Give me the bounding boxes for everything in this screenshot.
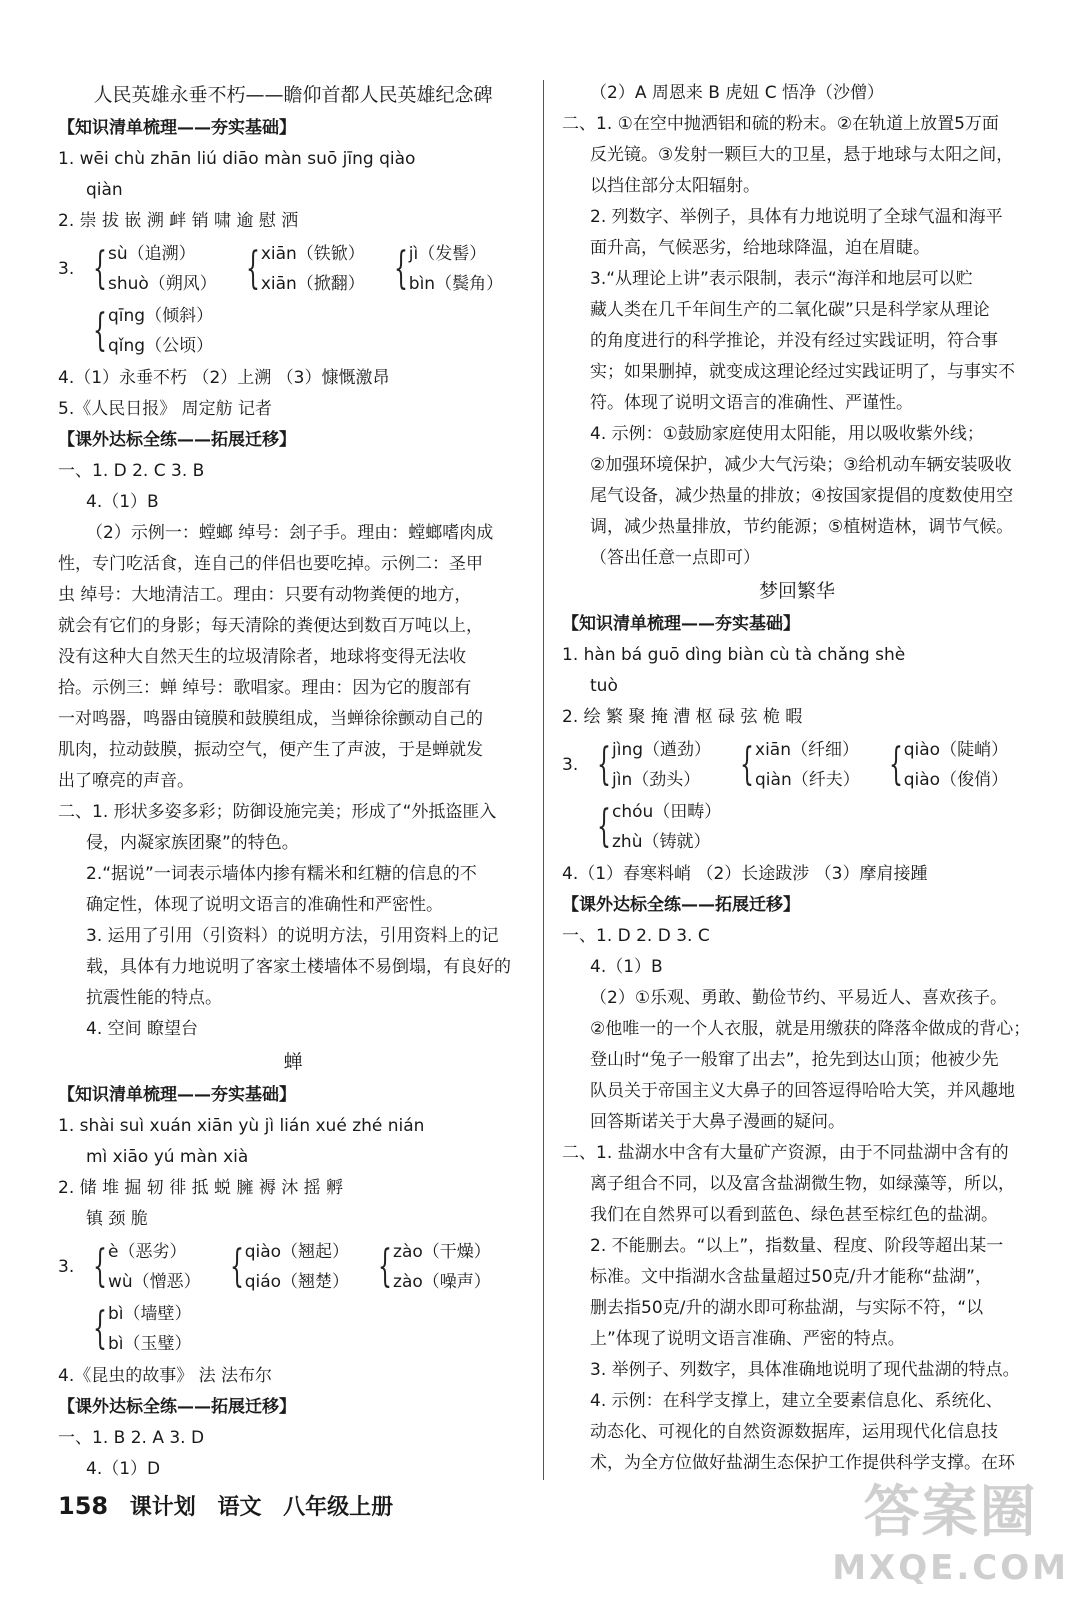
pinyin-item: qiàn（纤夫） [755,770,860,790]
pinyin-item: wù（憎恶） [108,1272,201,1292]
answer-line: 肌肉，拉动鼓膜，振动空气，便产生了声波，于是蝉就发 [58,740,483,760]
answer-line: 回答斯诺关于大鼻子漫画的疑问。 [590,1112,845,1132]
pinyin-brace-group: { chóu（田畴） zhù（铸就） [562,797,1032,857]
answer-line: 上”体现了说明文语言准确、严密的特点。 [590,1329,905,1349]
answer-line: 2. 崇 拔 嵌 溯 衅 销 啸 逾 慰 洒 [58,211,299,231]
page-footer [58,1490,407,1521]
answer-line: 4.（1）春寒料峭 （2）长途跋涉 （3）摩肩接踵 [562,864,928,884]
answer-line: （2）①乐观、勇敢、勤俭节约、平易近人、喜欢孩子。 [590,988,1008,1008]
grade-name: 八年级上册 [283,1495,394,1520]
answer-line: 2. 列数字、举例子，具体有力地说明了全球气温和海平 [590,207,1003,227]
answer-line: 1. shài suì xuán xiān yù jì lián xué zhé nián [58,1116,425,1136]
page-number: 158 [58,1492,109,1520]
watermark-url: MXQE.COM [832,1548,1069,1588]
answer-line: 镇 颈 脆 [86,1209,148,1229]
pinyin-item: jì（发髻） [408,244,487,264]
pinyin-brace-group: 3. { jìng（遒劲） jìn（劲头） { xiān（纤细） qiàn（纤夫） { qiào（陡峭） qiào（俊俏） [562,735,1032,795]
answer-line: 离子组合不同，以及富含盐湖微生物，如绿藻等，所以， [590,1174,1015,1194]
answer-line: 5.《人民日报》 周定舫 记者 [58,399,273,419]
answer-line: 3. 举例子、列数字，具体准确地说明了现代盐湖的特点。 [590,1360,1020,1380]
answer-line: 二、1. 盐湖水中含有大量矿产资源，由于不同盐湖中含有的 [562,1143,1009,1163]
answer-line: （2）A 周恩来 B 虎妞 C 悟净（沙僧） [590,83,884,103]
answer-lines [58,1423,528,1485]
answer-line: 2. 绘 繁 聚 掩 漕 枢 碌 弦 桅 暇 [562,707,803,727]
answer-line: 3.“从理论上讲”表示限制，表示“海洋和地层可以贮 [590,269,973,289]
answer-line: 性，专门吃活食，连自己的伴侣也要吃掉。示例二：圣甲 [58,554,483,574]
answer-line: 4. 空间 瞭望台 [86,1019,199,1039]
answer-line: 二、1. ①在空中抛洒铝和硫的粉末。②在轨道上放置5万面 [562,114,999,134]
answer-line: 拾。示例三：蝉 绰号：歌唱家。理由：因为它的腹部有 [58,678,472,698]
pinyin-item: zào（干燥） [393,1242,491,1262]
answer-lines [562,78,1032,574]
pinyin-item: qǐng（公顷） [108,336,214,356]
pinyin-brace-group: { qīng（倾斜） qǐng（公顷） [58,301,528,361]
section-title-monument: 人民英雄永垂不朽——瞻仰首都人民英雄纪念碑 [93,84,493,106]
answer-line: 侵，内凝家族团聚”的特色。 [86,833,299,853]
answer-line: ②加强环境保护，减少大气污染；③给机动车辆安装吸收 [590,455,1012,475]
section-title-cicada: 蝉 [283,1051,303,1073]
answer-line: tuò [590,676,618,696]
answer-line: 实；如果删掉，就变成这理论经过实践证明了，与事实不 [590,362,1015,382]
answer-line: 藏人类在几千年间生产的二氧化碳”只是科学家从理论 [590,300,990,320]
answer-line: 4.（1）D [86,1459,161,1479]
pinyin-item: xiān（铁锨） [260,244,365,264]
subject-name: 语文 [217,1495,262,1520]
answer-line: 2. 储 堆 掘 轫 徘 抵 蜕 臃 褥 沐 摇 孵 [58,1178,344,1198]
answer-line: 我们在自然界可以看到蓝色、绿色甚至棕红色的盐湖。 [590,1205,998,1225]
answer-line: 以挡住部分太阳辐射。 [590,176,760,196]
pinyin-item: shuò（朔风） [108,274,217,294]
pinyin-item: qiào（陡峭） [903,740,1009,760]
pinyin-item: è（恶劣） [108,1242,187,1262]
answer-line: 调，减少热量排放，节约能源；⑤植树造林，调节气候。 [590,517,1014,537]
answer-line: 2. 不能删去。“以上”，指数量、程度、阶段等超出某一 [590,1236,1004,1256]
answer-line: qiàn [86,180,123,200]
answer-line: 虫 绰号：大地清洁工。理由：只要有动物粪便的地方， [58,585,472,605]
answer-line: 术，为全方位做好盐湖生态保护工作提供科学支撑。在环 [590,1453,1015,1473]
pinyin-item: jìn（劲头） [612,770,701,790]
answer-line: 反光镜。③发射一颗巨大的卫星，悬于地球与太阳之间， [590,145,1014,165]
answer-line: 4. 示例：在科学支撑上，建立全要素信息化、系统化、 [590,1391,1003,1411]
answer-line: 面升高，气候恶劣，给地球降温，迫在眉睫。 [590,238,930,258]
pinyin-brace-group: 3. { sù（追溯） shuò（朔风） { xiān（铁锨） xiān（掀翻） { jì（发髻） bìn（鬓角） [58,239,528,299]
pinyin-item: qiào（翘起） [244,1242,350,1262]
pinyin-brace-group: 3. { è（恶劣） wù（憎恶） { qiào（翘起） qiáo（翘楚） { zào（干燥） zào（噪声） [58,1237,528,1297]
answer-lines [58,456,528,1045]
section-heading: 【课外达标全练——拓展迁移】 [58,430,296,450]
answer-line: 载，具体有力地说明了客家土楼墙体不易倒塌，有良好的 [86,957,511,977]
answer-line: 4.（1）永垂不朽 （2）上溯 （3）慷慨激昂 [58,368,390,388]
section-heading: 【课外达标全练——拓展迁移】 [58,1397,296,1417]
pinyin-item: xiān（掀翻） [260,274,365,294]
pinyin-item: qiào（俊俏） [903,770,1009,790]
answer-line: 1. hàn bá guō dìng biàn cù tà chǎng shè [562,645,906,665]
answer-line: 登山时“兔子一般窜了出去”，抢先到达山顶；他被少先 [590,1050,999,1070]
pinyin-item: bì（玉璧） [108,1334,192,1354]
answer-line: （答出任意一点即可） [590,548,760,568]
pinyin-item: chóu（田畴） [612,802,722,822]
answer-line: 抗震性能的特点。 [86,988,222,1008]
answer-line: 确定性，体现了说明文语言的准确性和严密性。 [86,895,443,915]
pinyin-item: zào（噪声） [393,1272,491,1292]
answer-line: 动态化、可视化的自然资源数据库，运用现代化信息技 [590,1422,998,1442]
answer-line: 队员关于帝国主义大鼻子的回答逗得哈哈大笑，并风趣地 [590,1081,1015,1101]
answer-line: 4.（1）B [590,957,663,977]
column-divider [543,80,544,1480]
answer-line: ②他唯一的一个人衣服，就是用缴获的降落伞做成的背心； [590,1019,1031,1039]
answer-line: 1. wēi chù zhān liú diāo màn suō jīng qiào [58,149,416,169]
answer-line: 符。体现了说明文语言的准确性、严谨性。 [590,393,913,413]
pinyin-item: zhù（铸就） [612,832,711,852]
answer-line: 4. 示例：①鼓励家庭使用太阳能，用以吸收紫外线； [590,424,984,444]
section-heading: 【课外达标全练——拓展迁移】 [562,895,800,915]
right-column [562,78,1032,1479]
answer-line: 二、1. 形状多姿多彩；防御设施完美；形成了“外抵盗匪入 [58,802,497,822]
answer-line: 的角度进行的科学推论，并没有经过实践证明，符合事 [590,331,998,351]
answer-line: 4.（1）B [86,492,159,512]
answer-line: 标准。文中指湖水含盐量超过50克/升才能称“盐湖”， [590,1267,992,1287]
pinyin-item: sù（追溯） [108,244,196,264]
pinyin-item: bì（墙壁） [108,1304,192,1324]
section-title-dream: 梦回繁华 [758,580,835,602]
watermark-logo: 答案圈 [863,1480,1038,1545]
pinyin-item: bìn（鬓角） [408,274,504,294]
answer-line: 删去指50克/升的湖水即可称盐湖，与实际不符，“以 [590,1298,984,1318]
answer-line: 就会有它们的身影；每天清除的粪便达到数百万吨以上， [58,616,483,636]
answer-line: 一、1. D 2. D 3. C [562,926,710,946]
answer-line: 2.“据说”一词表示墙体内掺有糯米和红糖的信息的不 [86,864,477,884]
pinyin-brace-group: { bì（墙壁） bì（玉璧） [58,1299,528,1359]
answer-line: 4.《昆虫的故事》 法 法布尔 [58,1366,273,1386]
answer-line: 尾气设备，减少热量的排放；④按国家提倡的度数使用空 [590,486,1014,506]
watermark [832,1468,1069,1588]
pinyin-item: qīng（倾斜） [108,306,214,326]
answer-line: 一对鸣器，鸣器由镜膜和鼓膜组成，当蝉徐徐颤动自己的 [58,709,483,729]
section-heading: 【知识清单梳理——夯实基础】 [58,1085,296,1105]
section-heading: 【知识清单梳理——夯实基础】 [58,118,296,138]
answer-line: 一、1. D 2. C 3. B [58,461,205,481]
answer-line: 3. 运用了引用（引资料）的说明方法，引用资料上的记 [86,926,499,946]
answer-line: 一、1. B 2. A 3. D [58,1428,205,1448]
answer-line: mì xiāo yú màn xià [86,1147,249,1167]
answer-line: （2）示例一：螳螂 绰号：刽子手。理由：螳螂嗜肉成 [86,523,494,543]
answer-line: 出了嘹亮的声音。 [58,771,194,791]
pinyin-item: xiān（纤细） [755,740,859,760]
pinyin-item: qiáo（翘楚） [244,1272,350,1292]
series-name: 课计划 [129,1495,196,1520]
pinyin-item: jìng（遒劲） [612,740,712,760]
section-heading: 【知识清单梳理——夯实基础】 [562,614,800,634]
answer-lines [562,921,1032,1479]
answer-line: 没有这种大自然天生的垃圾清除者，地球将变得无法收 [58,647,466,667]
left-column [58,78,528,1485]
